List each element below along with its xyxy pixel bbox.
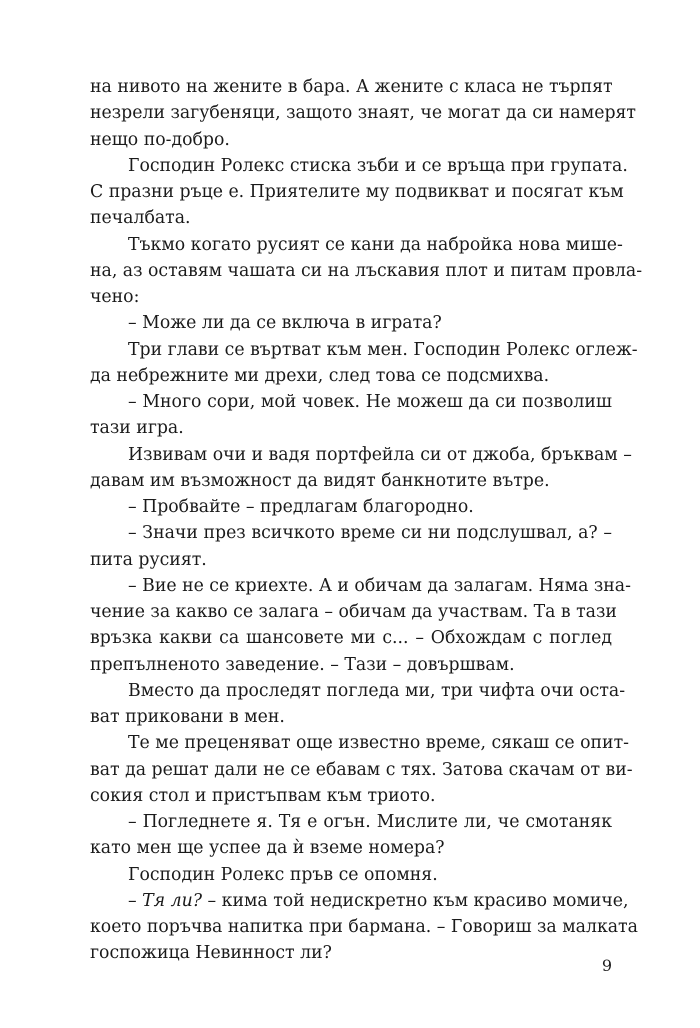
text-line: – Значи през всичкото време си ни подслушвал, а? – bbox=[128, 523, 612, 544]
text-line: ват да решат дали не се ебавам с тях. Затова скачам от ви- bbox=[90, 759, 633, 780]
text-line: – Погледнете я. Тя е огън. Мислите ли, че смотаняк bbox=[128, 812, 612, 832]
text-line: чение за какво се залага – обичам да участвам. Та в тази bbox=[90, 602, 617, 622]
text-line: сокия стол и пристъпвам към триото. bbox=[90, 785, 436, 806]
text-line: като мен ще успее да ѝ вземе номера? bbox=[90, 838, 445, 859]
text-line: Те ме преценяват още известно време, сякаш се опит- bbox=[128, 733, 629, 754]
text-line: Извивам очи и вадя портфейла си от джоба, бръквам – bbox=[128, 444, 632, 465]
text-line: да небрежните ми дрехи, след това се подсмихва. bbox=[90, 365, 550, 386]
text-line: – Тя ли? – кима той недискретно към красиво момиче, bbox=[128, 890, 629, 911]
text-line: ват приковани в мен. bbox=[90, 707, 285, 727]
text-line: Тъкмо когато русият се кани да набройка нова мише- bbox=[128, 234, 623, 255]
text-line: на, аз оставям чашата си на лъскавия плот и питам провла- bbox=[90, 260, 643, 281]
text-line: Господин Ролекс пръв се опомня. bbox=[128, 864, 438, 885]
body-text bbox=[90, 74, 643, 967]
text-line: – Вие не се криехте. А и обичам да залагам. Няма зна- bbox=[128, 575, 631, 596]
text-line: незрели загубеняци, защото знаят, че могат да си намерят bbox=[90, 103, 636, 124]
text-line: нещо по-добро. bbox=[90, 129, 230, 150]
text-line: което поръчва напитка при бармана. – Говориш за малката bbox=[90, 917, 638, 937]
text-line: С празни ръце е. Приятелите му подвикват и посягат към bbox=[90, 182, 624, 202]
text-line: чено: bbox=[90, 287, 140, 307]
text-line: – Пробвайте – предлагам благородно. bbox=[128, 497, 474, 517]
text-line: – Много сори, мой човек. Не можеш да си позволиш bbox=[128, 392, 612, 412]
text-line: на нивото на жените в бара. А жените с класа не търпят bbox=[90, 77, 613, 97]
text-line: тази игра. bbox=[90, 418, 184, 439]
text-line: препълненото заведение. – Тази – довършвам. bbox=[90, 654, 515, 675]
text-line: печалбата. bbox=[90, 208, 191, 229]
text-line: пита русият. bbox=[90, 549, 207, 570]
page-number: 9 bbox=[601, 956, 612, 975]
text-line: Господин Ролекс стиска зъби и се връща при групата. bbox=[128, 155, 628, 176]
text-line: Три глави се въртват към мен. Господин Ролекс оглеж- bbox=[128, 339, 638, 360]
text-line: госпожица Невинност ли? bbox=[90, 943, 332, 964]
text-line: – Може ли да се включа в играта? bbox=[128, 313, 442, 334]
text-line: давам им възможност да видят банкнотите вътре. bbox=[90, 470, 550, 491]
text-line: Вместо да проследят погледа ми, три чифта очи остa- bbox=[128, 680, 626, 701]
text-line: връзка какви са шансовете ми с... – Обхождам с поглед bbox=[90, 628, 612, 649]
italic-text: Тя ли? bbox=[142, 890, 203, 911]
